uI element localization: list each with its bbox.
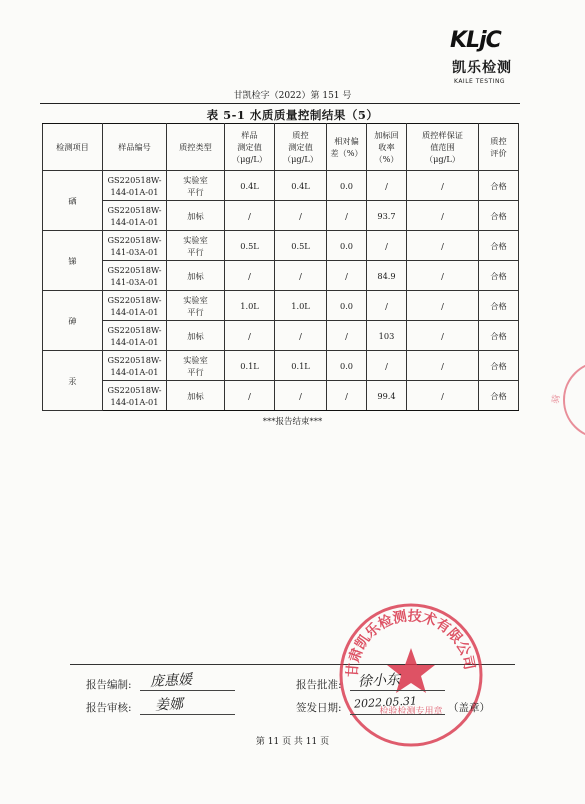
table-header-row (43, 124, 519, 171)
sample-value-cell: 0.1L (225, 351, 275, 381)
test-item-cell: 锑 (43, 231, 103, 291)
sample-id-cell: GS220518W- 144-01A-01 (103, 171, 167, 201)
table-row (43, 321, 519, 351)
qc-evaluation-cell: 合格 (479, 291, 519, 321)
svg-text:检验检测专用章: 检验检测专用章 (379, 707, 443, 717)
sample-value-cell: / (225, 381, 275, 411)
qc-evaluation-cell: 合格 (479, 351, 519, 381)
sample-value-cell: 1.0L (225, 291, 275, 321)
recovery-rate-cell: / (367, 291, 407, 321)
relative-deviation-cell: 0.0 (327, 171, 367, 201)
recovery-rate-cell: 103 (367, 321, 407, 351)
qc-evaluation-cell: 合格 (479, 261, 519, 291)
sample-id-cell: GS220518W- 141-03A-01 (103, 231, 167, 261)
approver-sign-line (350, 690, 445, 691)
qc-value-cell: / (275, 261, 327, 291)
recovery-rate-cell: / (367, 171, 407, 201)
qc-range-cell: / (407, 321, 479, 351)
qc-value-cell: / (275, 321, 327, 351)
qc-evaluation-cell: 合格 (479, 201, 519, 231)
relative-deviation-cell: / (327, 321, 367, 351)
qc-value-cell: 0.5L (275, 231, 327, 261)
approver-label: 报告批准: (296, 679, 342, 691)
sample-value-cell: / (225, 201, 275, 231)
sample-id-cell: GS220518W- 144-01A-01 (103, 201, 167, 231)
logo-name-en: KAILE TESTING (454, 78, 506, 85)
table-row (43, 351, 519, 381)
svg-text:甘肃凯乐检测技术有限公司: 甘肃凯乐检测技术有限公司 (344, 608, 478, 678)
qc-type-cell: 加标 (167, 261, 225, 291)
test-item-cell: 汞 (43, 351, 103, 411)
qc-range-cell: / (407, 351, 479, 381)
qc-type-cell: 实验室 平行 (167, 231, 225, 261)
relative-deviation-cell: 0.0 (327, 291, 367, 321)
column-header: 相对偏 差（%） (327, 124, 367, 171)
qc-evaluation-cell: 合格 (479, 171, 519, 201)
sample-value-cell: / (225, 261, 275, 291)
recovery-rate-cell: 93.7 (367, 201, 407, 231)
qc-range-cell: / (407, 231, 479, 261)
company-logo (446, 28, 536, 90)
qc-type-cell: 加标 (167, 201, 225, 231)
relative-deviation-cell: / (327, 381, 367, 411)
reviewer-label: 报告审核: (86, 702, 132, 714)
logo-mark: KLjC (450, 28, 501, 53)
table-title: 表 5-1 水质质量控制结果（5） (206, 108, 379, 122)
table-row (43, 201, 519, 231)
compiler-sign-line (140, 690, 235, 691)
reviewer-signature: 姜娜 (154, 696, 184, 714)
sample-value-cell: 0.5L (225, 231, 275, 261)
column-header: 质控类型 (167, 124, 225, 171)
side-seal-fragment (540, 360, 585, 440)
qc-value-cell: 0.1L (275, 351, 327, 381)
recovery-rate-cell: 84.9 (367, 261, 407, 291)
column-header: 样品 测定值 （μg/L） (225, 124, 275, 171)
qc-evaluation-cell: 合格 (479, 231, 519, 261)
sample-id-cell: GS220518W- 141-03A-01 (103, 261, 167, 291)
column-header: 加标回 收率 （%） (367, 124, 407, 171)
recovery-rate-cell: 99.4 (367, 381, 407, 411)
qc-type-cell: 加标 (167, 381, 225, 411)
report-number: 甘凯检字（2022）第 151 号 (233, 91, 352, 101)
table-row (43, 171, 519, 201)
approver-signature: 徐小东 (357, 671, 401, 691)
quality-control-table (42, 123, 519, 411)
relative-deviation-cell: / (327, 261, 367, 291)
table-row (43, 381, 519, 411)
recovery-rate-cell: / (367, 351, 407, 381)
qc-range-cell: / (407, 381, 479, 411)
compiler-signature: 庞惠媛 (149, 671, 193, 691)
sample-id-cell: GS220518W- 144-01A-01 (103, 321, 167, 351)
table-row (43, 231, 519, 261)
sample-value-cell: / (225, 321, 275, 351)
relative-deviation-cell: / (327, 201, 367, 231)
sample-id-cell: GS220518W- 144-01A-01 (103, 291, 167, 321)
table-row (43, 261, 519, 291)
qc-range-cell: / (407, 291, 479, 321)
column-header: 质控 测定值 （μg/L） (275, 124, 327, 171)
compiler-label: 报告编制: (86, 679, 132, 691)
qc-range-cell: / (407, 171, 479, 201)
qc-type-cell: 实验室 平行 (167, 291, 225, 321)
logo-name-cn: 凯乐检测 (452, 60, 512, 76)
column-header: 质控 评价 (479, 124, 519, 171)
qc-value-cell: 0.4L (275, 171, 327, 201)
recovery-rate-cell: / (367, 231, 407, 261)
qc-type-cell: 加标 (167, 321, 225, 351)
test-item-cell: 硒 (43, 171, 103, 231)
test-item-cell: 砷 (43, 291, 103, 351)
sample-id-cell: GS220518W- 144-01A-01 (103, 351, 167, 381)
column-header: 样品编号 (103, 124, 167, 171)
column-header: 检测项目 (43, 124, 103, 171)
page-footer: 第 11 页 共 11 页 (255, 737, 330, 747)
sample-value-cell: 0.4L (225, 171, 275, 201)
qc-range-cell: / (407, 201, 479, 231)
qc-value-cell: / (275, 201, 327, 231)
issue-date-label: 签发日期: (296, 702, 342, 714)
issue-date-line (350, 714, 445, 715)
sample-id-cell: GS220518W- 144-01A-01 (103, 381, 167, 411)
column-header: 质控样保证 值范围 （μg/L） (407, 124, 479, 171)
qc-value-cell: 1.0L (275, 291, 327, 321)
qc-evaluation-cell: 合格 (479, 321, 519, 351)
reviewer-sign-line (140, 714, 235, 715)
issue-date-value: 2022.05.31 (353, 694, 418, 711)
header-rule (40, 103, 520, 104)
table-row (43, 291, 519, 321)
relative-deviation-cell: 0.0 (327, 231, 367, 261)
seal-note: （盖章） (448, 702, 490, 714)
qc-value-cell: / (275, 381, 327, 411)
relative-deviation-cell: 0.0 (327, 351, 367, 381)
qc-type-cell: 实验室 平行 (167, 171, 225, 201)
qc-type-cell: 实验室 平行 (167, 351, 225, 381)
svg-text:骑: 骑 (551, 393, 563, 405)
qc-evaluation-cell: 合格 (479, 381, 519, 411)
qc-range-cell: / (407, 261, 479, 291)
report-end-mark: ***报告结束*** (262, 417, 323, 427)
